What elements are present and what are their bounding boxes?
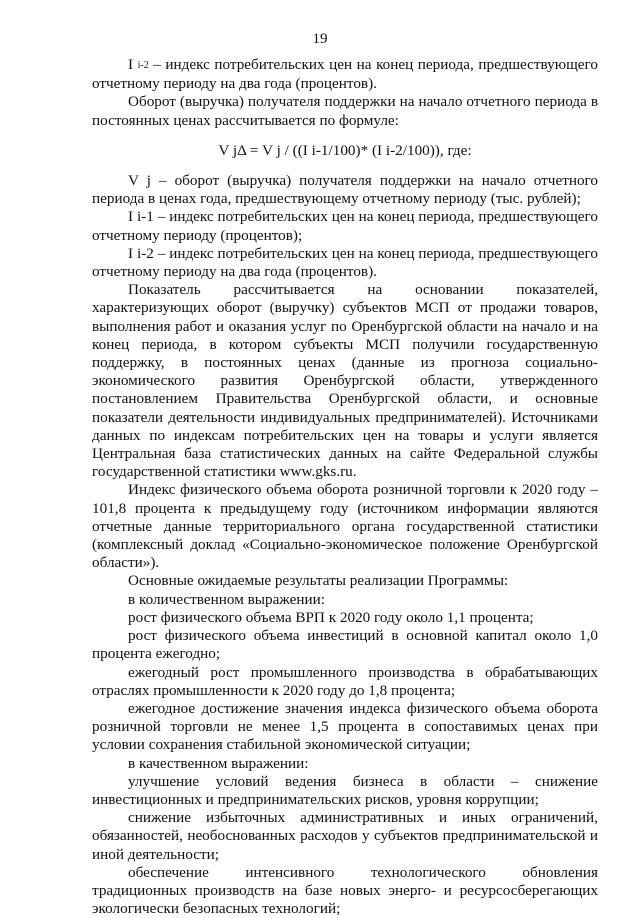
paragraph-turnover-intro: Оборот (выручка) получателя поддержки на начало отчетного периода в постоянных ценах рассчитывается по формуле:	[92, 93, 598, 129]
paragraph-indicator-basis: Показатель рассчитывается на основании показателей, характеризующих оборот (выручку) субъектов МСП от продажи товаров, выполнения работ и оказания услуг по Оренбургской области на начало и на конец периода, в котором субъекты МСП получили государственную поддержку, в постоянных ценах (данные из прогноза социально-экономического развития Оренбургской области, утвержденного постановлением Правительства Оренбургской области, и основные показатели деятельности индивидуальных предпринимателей). Источниками данных по индексам потребительских цен на товары и услуги является Центральная база статистических данных на сайте Федеральной службы государственной статистики www.gks.ru.	[92, 281, 598, 481]
list-item: ежегодный рост промышленного производства в обрабатывающих отраслях промышленности к 2020 году до 1,8 процента;	[92, 663, 598, 699]
paragraph-i1-definition: I i-1 – индекс потребительских цен на конец периода, предшествующего отчетному периоду (процентов);	[92, 208, 598, 244]
paragraph-expected-results: Основные ожидаемые результаты реализации Программы:	[128, 572, 509, 590]
list-item: рост физического объема инвестиций в основной капитал около 1,0 процента ежегодно;	[92, 627, 598, 663]
index-subscript: i-2	[137, 60, 149, 71]
paragraph-qualitative: в качественном выражении:	[128, 754, 309, 772]
list-item: снижение избыточных административных и иных ограничений, обязанностей, необоснованных расходов у субъектов предпринимательской и иной деятельности;	[92, 809, 598, 863]
formula: V jΔ = V j / ((I i-1/100)* (I i-2/100)), где:	[218, 141, 472, 159]
paragraph-retail-index: Индекс физического объема оборота розничной торговли к 2020 году – 101,8 процента к предыдущему году (источником информации являются отчетные данные территориального органа государственной статистики (комплексный доклад «Социально-экономическое положение Оренбургской области»).	[92, 481, 598, 572]
list-item: ежегодное достижение значения индекса физического объема оборота розничной торговли не менее 1,5 процента в сопоставимых ценах при условии сохранения стабильной экономической ситуации;	[92, 699, 598, 754]
paragraph-quantitative: в количественном выражении:	[128, 590, 325, 608]
paragraph-i2-definition: I i-2 – индекс потребительских цен на конец периода, предшествующего отчетному периоду на два года (процентов).	[92, 244, 598, 281]
paragraph-vj-definition: V j – оборот (выручка) получателя поддержки на начало отчетного периода в ценах года, предшествующему отчетному периоду (тыс. рублей);	[92, 172, 598, 208]
list-item: рост физического объема ВРП к 2020 году около 1,1 процента;	[128, 608, 534, 626]
page-number: 19	[312, 31, 328, 47]
paragraph-index-i2	[92, 56, 598, 93]
list-item: обеспечение интенсивного технологического обновления традиционных производств на базе новых энерго- и ресурсосберегающих экологически безопасных технологий;	[92, 863, 598, 918]
index-symbol: I	[128, 56, 134, 73]
paragraph-text: – индекс потребительских цен на конец периода, предшествующего отчетному периоду на два года (процентов).	[92, 56, 598, 93]
body-text	[92, 56, 598, 918]
list-item: улучшение условий ведения бизнеса в области – снижение инвестиционных и предпринимательских рисков, уровня коррупции;	[92, 772, 598, 808]
